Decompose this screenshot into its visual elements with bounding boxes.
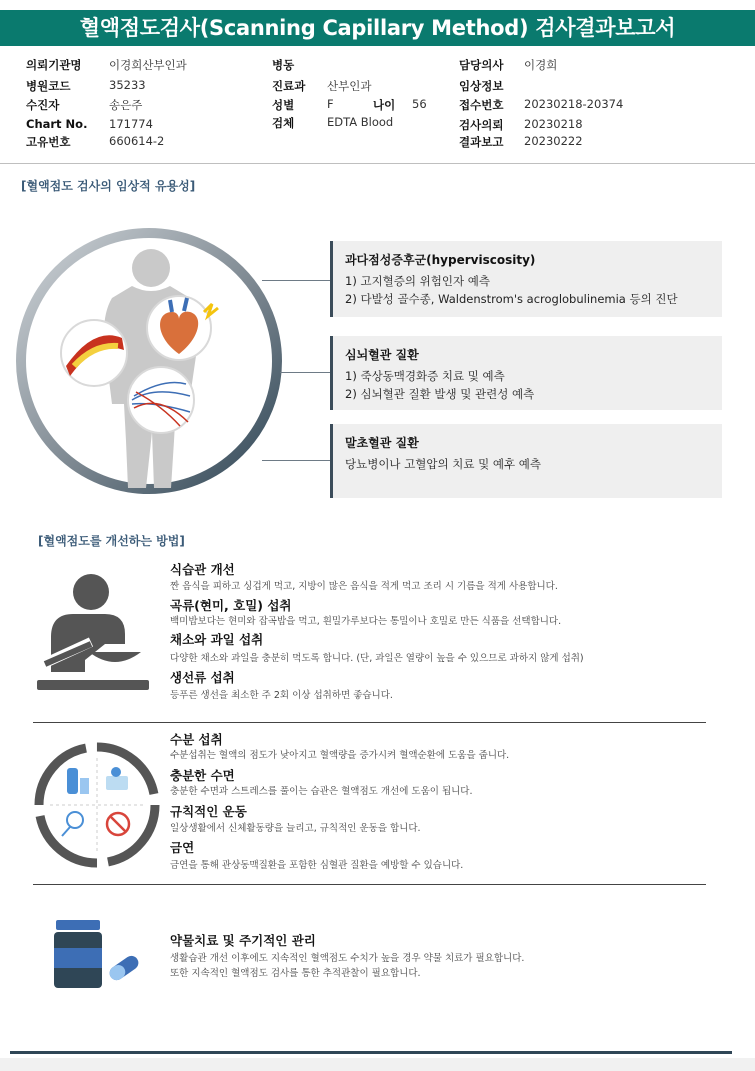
eating-person-icon (33, 572, 153, 697)
age-label: 나이 (373, 98, 396, 112)
patient-info (0, 55, 755, 155)
improvement-heading: [혈액점도를 개선하는 방법] (38, 534, 185, 548)
hospital-label: 의뢰기관명 (26, 58, 82, 72)
age-value: 56 (412, 97, 427, 111)
water-bottle-icon (67, 768, 89, 794)
card-line: 2) 심뇌혈관 질환 발생 및 관련성 예측 (345, 387, 535, 401)
dept-value: 산부인과 (327, 79, 372, 93)
medicine-bottle-icon (52, 918, 144, 990)
tip-desc: 등푸른 생선을 최소한 주 2회 이상 섭취하면 좋습니다. (170, 690, 393, 701)
request-value: 20230218 (524, 117, 583, 131)
specimen-label: 검체 (272, 116, 295, 130)
medicine-title: 약물치료 및 주기적인 관리 (170, 933, 316, 948)
cerebrovascular-card (330, 336, 722, 410)
exercise-icon (62, 812, 83, 836)
card-line: 1) 고지혈증의 위험인자 예측 (345, 274, 490, 288)
receipt-value: 20230218-20374 (524, 97, 624, 111)
tip-desc: 금연을 통해 관상동맥질환을 포함한 심혈관 질환을 예방할 수 있습니다. (170, 860, 464, 871)
chart-value: 171774 (109, 117, 153, 131)
divider-2 (33, 884, 706, 885)
name-value: 송은주 (109, 98, 143, 112)
card-line: 2) 다발성 골수종, Waldenstrom's acroglobulinemia 등의 진단 (345, 292, 678, 306)
footer-bar (10, 1051, 732, 1054)
id-value: 660614-2 (109, 134, 165, 148)
tip-desc: 충분한 수면과 스트레스를 풀이는 습관은 혈액점도 개선에 도움이 됩니다. (170, 786, 473, 797)
medicine-line: 또한 지속적인 혈액점도 검사를 통한 추적관찰이 필요합니다. (170, 968, 421, 979)
tip-title: 채소와 과일 섭취 (170, 632, 264, 647)
card-line: 당뇨병이나 고혈압의 치료 및 예후 예측 (345, 457, 542, 471)
info-divider (0, 163, 755, 164)
tip-title: 식습관 개선 (170, 562, 235, 577)
card-line: 1) 죽상동맥경화증 치료 및 예측 (345, 369, 505, 383)
report-title: 혈액점도검사(Scanning Capillary Method) 검사결과보고서 (0, 10, 755, 46)
tip-title: 충분한 수면 (170, 768, 235, 783)
receipt-label: 접수번호 (459, 98, 504, 112)
tip-desc: 짠 음식을 피하고 싱겁게 먹고, 지방이 많은 음식을 적게 먹고 조리 시 기름을 적게 사용합니다. (170, 581, 558, 592)
tip-title: 생선류 섭취 (170, 670, 235, 685)
card-title: 심뇌혈관 질환 (345, 348, 419, 362)
card-title: 과다점성증후군(hyperviscosity) (345, 253, 536, 267)
blood-vessels-icon (128, 367, 194, 433)
tip-desc: 수분섭취는 혈액의 점도가 낮아지고 혈액량을 증가시켜 혈액순환에 도움을 줍니다. (170, 750, 510, 761)
heart-icon (147, 296, 218, 360)
bottom-strip (0, 1058, 755, 1071)
sleep-icon (106, 767, 128, 790)
tip-title: 곡류(현미, 호밀) 섭취 (170, 598, 292, 613)
report-value: 20230222 (524, 134, 583, 148)
clinical-label: 임상정보 (459, 79, 504, 93)
pill-icon (107, 953, 141, 983)
sex-value: F (327, 97, 334, 111)
card-title: 말초혈관 질환 (345, 436, 419, 450)
code-value: 35233 (109, 78, 146, 92)
connector-2 (280, 372, 330, 373)
doctor-label: 담당의사 (459, 58, 504, 72)
no-smoking-icon (107, 813, 129, 835)
doctor-value: 이경희 (524, 58, 558, 72)
code-label: 병원코드 (26, 79, 71, 93)
tip-title: 수분 섭취 (170, 732, 223, 747)
peripheral-card (330, 424, 722, 498)
hyperviscosity-card (330, 241, 722, 317)
tip-title: 규칙적인 운동 (170, 804, 247, 819)
clinical-utility-heading: [혈액점도 검사의 임상적 유용성] (21, 179, 196, 193)
medicine-line: 생활습관 개선 이후에도 지속적인 혈액점도 수치가 높을 경우 약물 치료가 필요합니다. (170, 953, 525, 964)
hospital-value: 이경희산부인과 (109, 58, 187, 72)
connector-3 (262, 460, 330, 461)
connector-1 (262, 280, 330, 281)
ward-label: 병동 (272, 58, 295, 72)
chart-label: Chart No. (26, 117, 88, 131)
human-body-illustration (14, 226, 284, 496)
id-label: 고유번호 (26, 135, 71, 149)
tip-desc: 다양한 채소와 과일을 충분히 먹도록 합니다. (단, 과일은 열량이 높을 수 있으므로 과하지 않게 섭취) (170, 653, 584, 664)
lifestyle-ring-icon (30, 738, 165, 873)
report-label: 결과보고 (459, 135, 504, 149)
request-label: 검사의뢰 (459, 118, 504, 132)
tip-desc: 일상생활에서 신체활동량을 늘리고, 규칙적인 운동을 합니다. (170, 823, 421, 834)
dept-label: 진료과 (272, 79, 306, 93)
tip-title: 금연 (170, 840, 195, 855)
tip-desc: 백미밥보다는 현미와 잡곡밥을 먹고, 흰밀가루보다는 통밀이나 호밀로 만든 식품을 선택합니다. (170, 616, 562, 627)
divider-1 (33, 722, 706, 723)
specimen-value: EDTA Blood (327, 115, 394, 129)
artery-icon (61, 320, 127, 386)
sex-label: 성별 (272, 98, 295, 112)
name-label: 수진자 (26, 98, 60, 112)
